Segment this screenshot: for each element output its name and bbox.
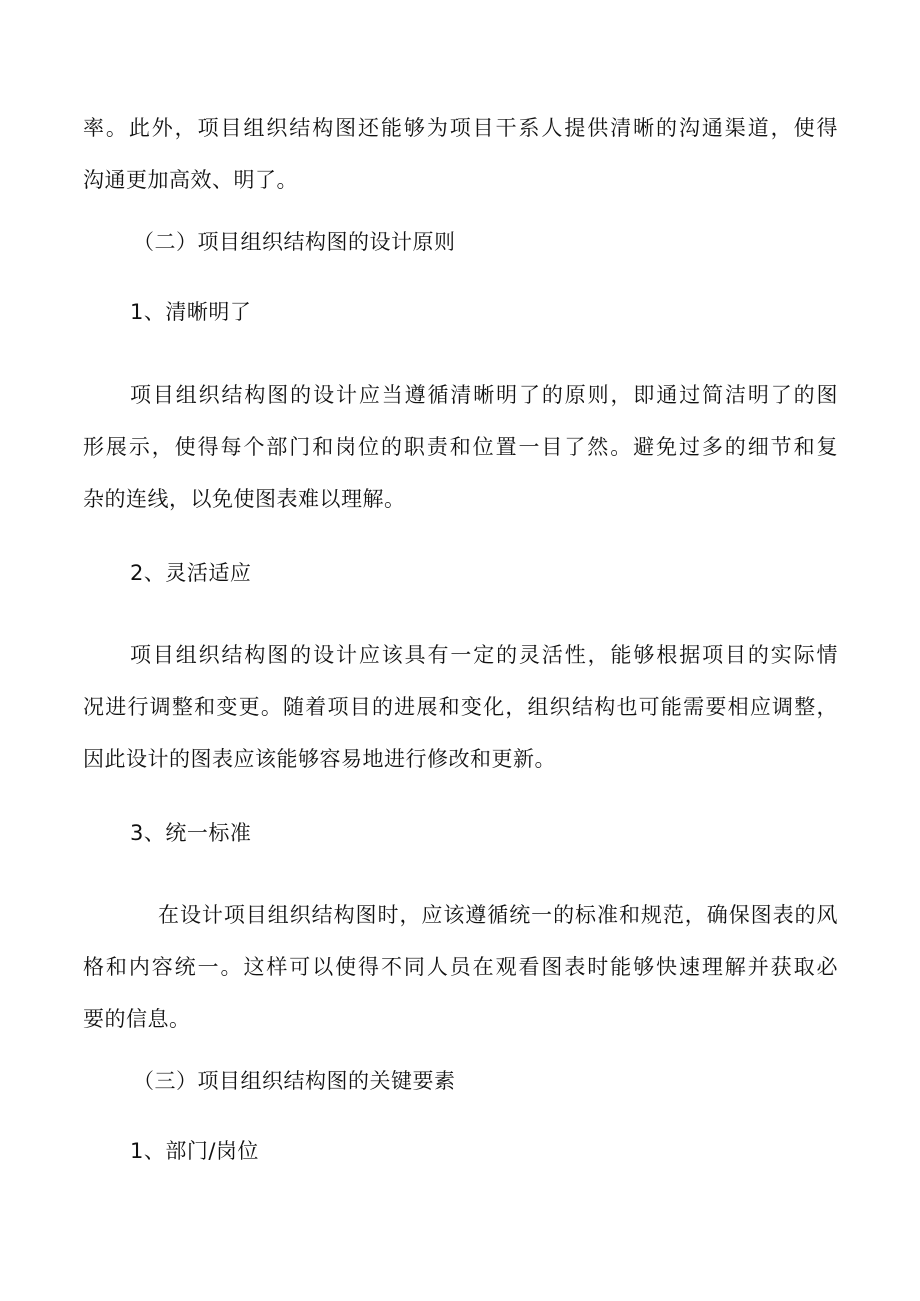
paragraph-line: 率。此外，项目组织结构图还能够为项目干系人提供清晰的沟通渠道，使得 (83, 116, 838, 140)
subsection-heading: 1、清晰明了 (130, 300, 252, 324)
section-heading: （三）项目组织结构图的关键要素 (133, 1069, 456, 1093)
paragraph-line: 杂的连线，以免使图表难以理解。 (83, 487, 406, 511)
paragraph-line: 格和内容统一。这样可以使得不同人员在观看图表时能够快速理解并获取必 (83, 955, 838, 979)
paragraph-line: 形展示，使得每个部门和岗位的职责和位置一目了然。避免过多的细节和复 (83, 435, 838, 459)
paragraph-line: 项目组织结构图的设计应该具有一定的灵活性，能够根据项目的实际情 (130, 643, 838, 667)
subsection-heading: 3、统一标准 (130, 821, 252, 845)
section-heading: （二）项目组织结构图的设计原则 (133, 230, 456, 254)
paragraph-line: 沟通更加高效、明了。 (83, 168, 298, 192)
paragraph-line: 要的信息。 (83, 1007, 191, 1031)
paragraph-line: 在设计项目组织结构图时，应该遵循统一的标准和规范，确保图表的风 (158, 903, 838, 927)
subsection-heading: 2、灵活适应 (130, 561, 252, 585)
paragraph-line: 况进行调整和变更。随着项目的进展和变化，组织结构也可能需要相应调整， (83, 695, 838, 719)
subsection-heading: 1、部门/岗位 (130, 1139, 259, 1163)
paragraph-line: 因此设计的图表应该能够容易地进行修改和更新。 (83, 747, 556, 771)
paragraph-line: 项目组织结构图的设计应当遵循清晰明了的原则，即通过简洁明了的图 (130, 383, 838, 407)
